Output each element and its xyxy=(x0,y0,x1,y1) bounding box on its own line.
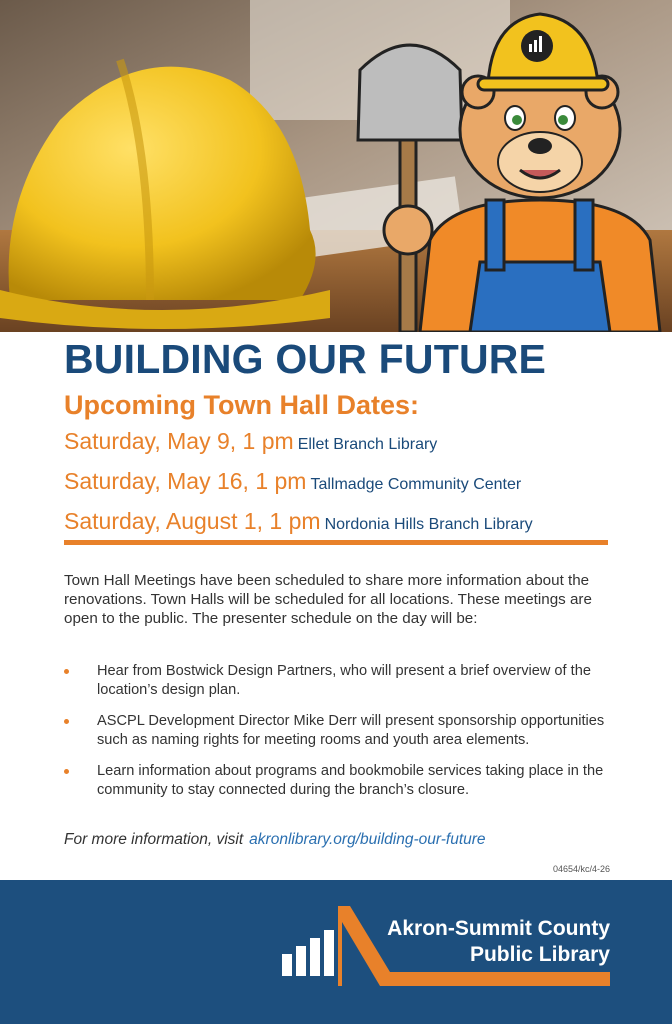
list-item-text: Hear from Bostwick Design Partners, who will present a brief overview of the location’s design plan. xyxy=(97,663,591,698)
date-row xyxy=(64,425,612,461)
library-name xyxy=(380,916,610,968)
bullet-icon xyxy=(64,719,69,724)
list-item xyxy=(64,762,612,800)
date-text: Saturday, May 9, 1 pm xyxy=(64,427,294,454)
date-text: Saturday, May 16, 1 pm xyxy=(64,467,307,494)
schedule-list xyxy=(64,662,612,812)
intro-paragraph: Town Hall Meetings have been scheduled to share more information about the renovations. Town Halls will be scheduled for all locations. These meetings are open to the public. The presenter schedule on the day will be: xyxy=(64,572,592,627)
location-text: Tallmadge Community Center xyxy=(310,475,522,493)
location-text: Nordonia Hills Branch Library xyxy=(324,515,533,533)
date-row xyxy=(64,505,612,541)
location-text: Ellet Branch Library xyxy=(297,435,438,453)
library-name-line2: Public Library xyxy=(469,943,610,966)
more-info-label: For more information, visit xyxy=(64,831,244,848)
bullet-icon xyxy=(64,669,69,674)
date-row xyxy=(64,465,612,501)
list-item xyxy=(64,712,612,750)
main-content xyxy=(64,338,612,541)
library-name-line1: Akron-Summit County xyxy=(387,917,610,940)
divider xyxy=(64,540,608,545)
bullet-icon xyxy=(64,769,69,774)
page-title: BUILDING OUR FUTURE xyxy=(64,336,547,382)
hero-image xyxy=(0,0,672,332)
list-item-text: Learn information about programs and bookmobile services taking place in the community to stay connected during the branch’s closure. xyxy=(97,763,604,798)
more-info xyxy=(64,831,486,849)
dates-heading: Upcoming Town Hall Dates: xyxy=(64,390,420,421)
list-item-text: ASCPL Development Director Mike Derr will present sponsorship opportunities such as naming rights for meeting rooms and youth area elements. xyxy=(97,713,605,748)
document-code: 04654/kc/4-26 xyxy=(552,864,610,874)
list-item xyxy=(64,662,612,700)
date-text: Saturday, August 1, 1 pm xyxy=(64,507,321,534)
website-link[interactable]: akronlibrary.org/building-our-future xyxy=(249,831,486,848)
